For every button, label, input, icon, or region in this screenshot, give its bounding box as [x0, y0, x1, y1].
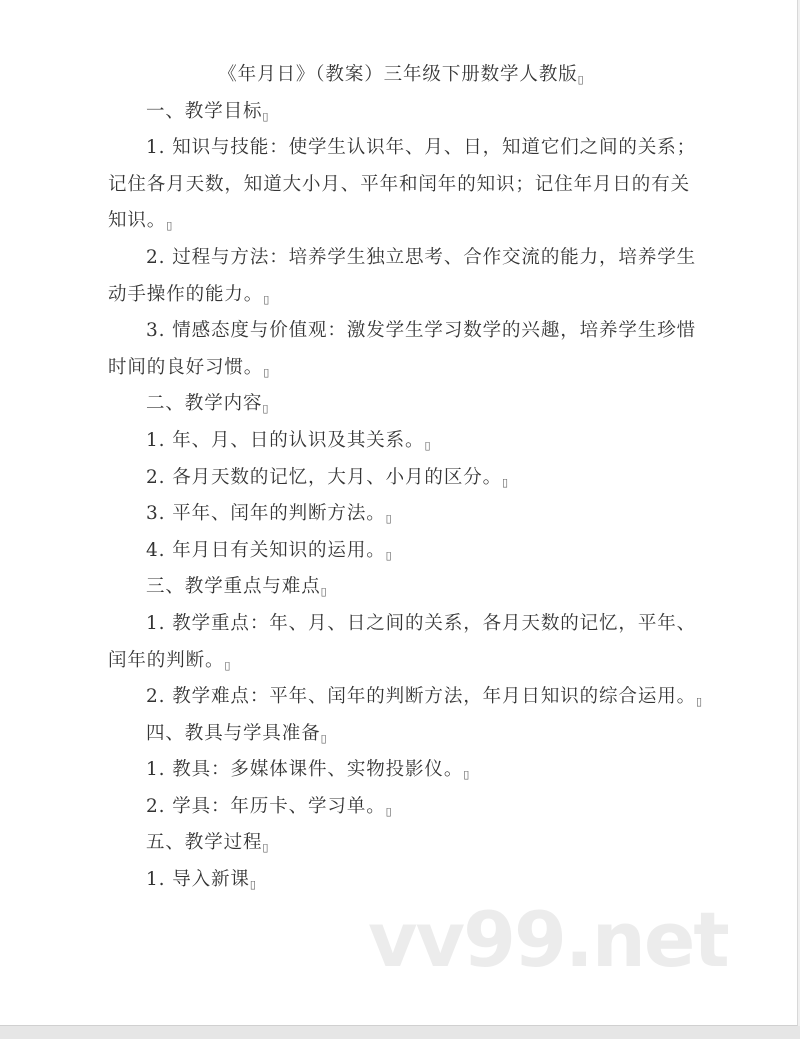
document-body — [108, 57, 708, 899]
line-text: 1. 导入新课 — [146, 869, 250, 891]
line-text: 2. 教学难点：平年、闰年的判断方法，年月日知识的综合运用。 — [146, 686, 697, 708]
line-text: 时间的良好习惯。 — [108, 356, 264, 378]
text-line — [108, 350, 708, 387]
text-line — [108, 313, 708, 350]
line-text: 3. 情感态度与价值观：激发学生学习数学的兴趣，培养学生珍惜 — [146, 320, 697, 342]
text-line — [108, 460, 708, 497]
paragraph-mark-icon: ▯ — [385, 804, 392, 818]
text-line — [108, 94, 708, 131]
line-text: 一、教学目标 — [146, 100, 263, 122]
line-text: 1. 教学重点：年、月、日之间的关系，各月天数的记忆，平年、 — [146, 612, 697, 634]
line-text: 知识。 — [108, 210, 167, 232]
line-text: 2. 过程与方法：培养学生独立思考、合作交流的能力，培养学生 — [146, 246, 697, 268]
text-line — [108, 716, 708, 753]
text-line — [108, 862, 708, 899]
text-line — [108, 423, 708, 460]
paragraph-mark-icon: ▯ — [320, 585, 327, 599]
paragraph-mark-icon: ▯ — [262, 841, 269, 855]
paragraph-mark-icon: ▯ — [577, 73, 584, 86]
text-line — [108, 569, 708, 606]
paragraph-mark-icon: ▯ — [262, 402, 269, 416]
text-line — [108, 606, 708, 643]
paragraph-mark-icon: ▯ — [385, 548, 392, 562]
text-line — [108, 203, 708, 240]
paragraph-mark-icon: ▯ — [463, 768, 470, 782]
paragraph-mark-icon: ▯ — [263, 365, 270, 379]
line-text: 四、教具与学具准备 — [146, 722, 321, 744]
document-title — [108, 57, 694, 94]
paragraph-mark-icon: ▯ — [262, 109, 269, 123]
line-text: 闰年的判断。 — [108, 649, 225, 671]
horizontal-scrollbar[interactable] — [0, 1026, 800, 1039]
paragraph-mark-icon: ▯ — [263, 292, 270, 306]
text-line — [108, 825, 708, 862]
line-text: 1. 知识与技能：使学生认识年、月、日，知道它们之间的关系； — [146, 137, 697, 159]
text-line — [108, 277, 708, 314]
text-line — [108, 789, 708, 826]
line-text: 三、教学重点与难点 — [146, 576, 321, 598]
paragraph-mark-icon: ▯ — [424, 438, 431, 452]
line-text: 1. 年、月、日的认识及其关系。 — [146, 429, 425, 451]
paragraph-mark-icon: ▯ — [224, 658, 231, 672]
line-text: 4. 年月日有关知识的运用。 — [146, 539, 386, 561]
paragraph-mark-icon: ▯ — [385, 512, 392, 526]
line-text: 动手操作的能力。 — [108, 283, 264, 305]
text-line — [108, 386, 708, 423]
paragraph-mark-icon: ▯ — [502, 475, 509, 489]
text-line — [108, 679, 708, 716]
text-line — [108, 643, 708, 680]
line-text: 3. 平年、闰年的判断方法。 — [146, 503, 386, 525]
watermark: vv99.net — [368, 895, 728, 984]
paragraph-mark-icon: ▯ — [320, 731, 327, 745]
text-line — [108, 240, 708, 277]
line-text: 记住各月天数，知道大小月、平年和闰年的知识；记住年月日的有关 — [108, 173, 691, 195]
text-line — [108, 533, 708, 570]
paragraph-mark-icon: ▯ — [166, 219, 173, 233]
text-line — [108, 752, 708, 789]
line-text: 《年月日》（教案）三年级下册数学人教版 — [218, 64, 578, 85]
line-text: 2. 各月天数的记忆，大月、小月的区分。 — [146, 466, 503, 488]
line-text: 1. 教具：多媒体课件、实物投影仪。 — [146, 759, 464, 781]
line-text: 二、教学内容 — [146, 393, 263, 415]
text-line — [108, 167, 708, 204]
text-line — [108, 496, 708, 533]
line-text: 2. 学具：年历卡、学习单。 — [146, 795, 386, 817]
line-text: 五、教学过程 — [146, 832, 263, 854]
text-line — [108, 130, 708, 167]
paragraph-mark-icon: ▯ — [249, 878, 256, 892]
paragraph-mark-icon: ▯ — [696, 695, 703, 709]
